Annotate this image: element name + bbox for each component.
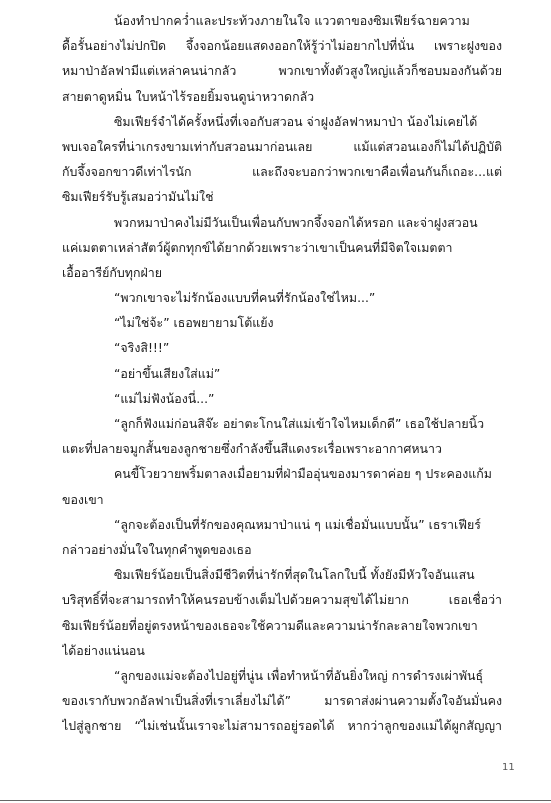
text-line: ได้อย่างแน่นอน [62,642,145,658]
text-line: “ลูกจะต้องเป็นที่รักของคุณหมาป่าแน่ ๆ แม่เชื่อมั่นแบบนั้น” เธราเฟียร์ [114,516,481,532]
text-line: ของเรากับพวกอัลฟาเป็นสิ่งที่เราเลี่ยงไม่ได้” มารดาส่งผ่านความตั้งใจอันมั่นคง [62,693,502,709]
text-line: “ไม่ใช่จ้ะ” เธอพยายามโต้แย้ง [114,315,274,331]
text-line: ซิมเฟียร์น้อยที่อยู่ตรงหน้าของเธอจะใช้ความดีและความน่ารักละลายใจพวกเขา [62,617,478,633]
text-line: แตะที่ปลายจมูกสั้นของลูกชายซึ่งกำลังขึ้นสีแดงระเรื่อเพราะอากาศหนาว [62,441,442,457]
text-line: ไปสู่ลูกชาย “ไม่เช่นนั้นเราจะไม่สามารถอยู่รอดได้ หากว่าลูกของแม่ได้ผูกสัญญา [62,718,502,734]
body-text [62,8,502,738]
text-line: กล่าวอย่างมั่นใจในทุกคำพูดของเธอ [62,541,252,557]
text-line: เอื้ออารีย์กับทุกฝ่าย [62,264,162,280]
text-line: ซิมเฟียร์น้อยเป็นสิ่งมีชีวิตที่น่ารักที่สุดในโลกใบนี้ ทั้งยังมีหัวใจอันแสน [114,567,475,583]
text-line: ดื้อรั้นอย่างไม่ปกปิด จึ้งจอกน้อยแสดงออกให้รู้ว่าไม่อยากไปที่นั่น เพราะฝูงของ [62,38,502,54]
text-line: สายตาดูหมิ่น ใบหน้าไร้รอยยิ้มจนดูน่าหวาดกลัว [62,88,315,104]
text-line: พวกหมาป่าคงไม่มีวันเป็นเพื่อนกับพวกจึ้งจอกได้หรอก และจ่าฝูงสวอน [114,214,478,230]
text-line: “จริงสิ!!!” [114,340,170,356]
text-line: แค่เมตตาเหล่าสัตว์ผู้ตกทุกข์ได้ยากด้วยเพราะว่าเขาเป็นคนที่มีจิตใจเมตตา [62,239,453,255]
text-line: “อย่าขึ้นเสียงใส่แม่” [114,365,221,381]
text-line: น้องทำปากคว่ำและประท้วงภายในใจ แววตาของซิมเฟียร์ฉายความ [114,13,470,28]
text-line: “ลูกก็ฟังแม่ก่อนสิจ๊ะ อย่าตะโกนใส่แม่เข้าใจไหมเด็กดี” เธอใช้ปลายนิ้ว [114,416,485,431]
text-line: กับจึ้งจอกขาวดีเท่าไรนัก และถึงจะบอกว่าพวกเขาคือเพื่อนกันก็เถอะ...แต่ [62,164,502,180]
page-number: 11 [502,762,515,773]
text-line: “พวกเขาจะไม่รักน้องแบบที่คนที่รักน้องใช่ไหม...” [114,290,376,306]
text-line: บริสุทธิ์ที่จะสามารถทำให้คนรอบข้างเต็มไปด้วยความสุขได้ไม่ยาก เธอเชื่อว่า [62,592,502,608]
bottom-divider [0,800,551,801]
text-line: ซิมเฟียร์รับรู้เสมอว่ามันไม่ใช่ [62,189,214,205]
text-line: “แม่ไม่ฟังน้องนี่...” [114,390,215,406]
text-line: “ลูกของแม่จะต้องไปอยู่ที่นู่น เพื่อทำหน้าที่อันยิ่งใหญ่ การดำรงเผ่าพันธุ์ [114,667,484,683]
text-line: พบเจอใครที่น่าเกรงขามเท่ากับสวอนมาก่อนเลย แม้แต่สวอนเองก็ไม่ได้ปฏิบัติ [62,138,502,154]
text-line: ของเขา [62,491,104,507]
text-line: คนขี้โวยวายพริ้มตาลงเมื่อยามที่ฝ่ามืออุ่นของมารดาค่อย ๆ ประคองแก้ม [114,466,492,482]
text-line: หมาป่าอัลฟามีแต่เหล่าคนน่ากลัว พวกเขาทั้งตัวสูงใหญ่แล้วก็ชอบมองกันด้วย [62,63,502,79]
text-line: ซิมเฟียร์จำได้ครั้งหนึ่งที่เจอกับสวอน จ่าฝูงอัลฟาหมาป่า น้องไม่เคยได้ [114,113,478,129]
